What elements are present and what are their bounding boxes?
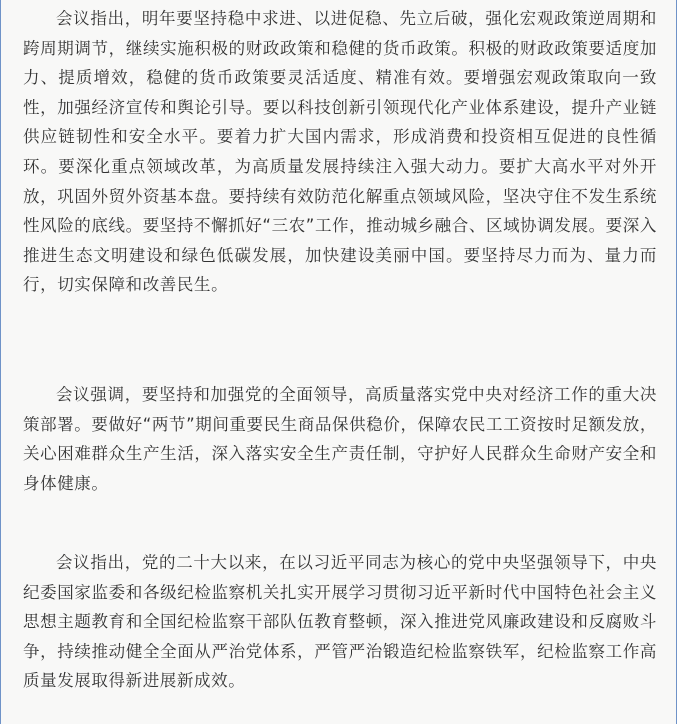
paragraph-discipline-inspection: 会议指出，党的二十大以来，在以习近平同志为核心的党中央坚强领导下，中央纪委国家监委和各级纪检监察机关扎实开展学习贯彻习近平新时代中国特色社会主义思想主题教育和全国纪检监察干部队伍教育整顿，深入推进党风廉政建设和反腐败斗争，持续推动健全全面从严治党体系，严管严治锻造纪检监察铁军，纪检监察工作高质量发展取得新进展新成效。 bbox=[23, 553, 657, 691]
paragraph-economic-policy: 会议指出，明年要坚持稳中求进、以进促稳、先立后破，强化宏观政策逆周期和跨周期调节，继续实施积极的财政政策和稳健的货币政策。积极的财政政策要适度加力、提质增效，稳健的货币政策要灵活适度、精准有效。要增强宏观政策取向一致性，加强经济宣传和舆论引导。要以科技创新引领现代化产业体系建设，提升产业链供应链韧性和安全水平。要着力扩大国内需求，形成消费和投资相互促进的良性循环。要深化重点领域改革，为高质量发展持续注入强大动力。要扩大高水平对外开放，巩固外贸外资基本盘。要持续有效防范化解重点领域风险，坚决守住不发生系统性风险的底线。要坚持不懈抓好“三农”工作，推动城乡融合、区域协调发展。要深入推进生态文明建设和绿色低碳发展，加快建设美丽中国。要坚持尽力而为、量力而行，切实保障和改善民生。 bbox=[23, 9, 657, 295]
paragraph-party-leadership: 会议强调，要坚持和加强党的全面领导，高质量落实党中央对经济工作的重大决策部署。要做好“两节”期间重要民生商品保供稳价，保障农民工工资按时足额发放，关心困难群众生产生活，深入落实安全生产责任制，守护好人民群众生命财产安全和身体健康。 bbox=[23, 385, 657, 493]
